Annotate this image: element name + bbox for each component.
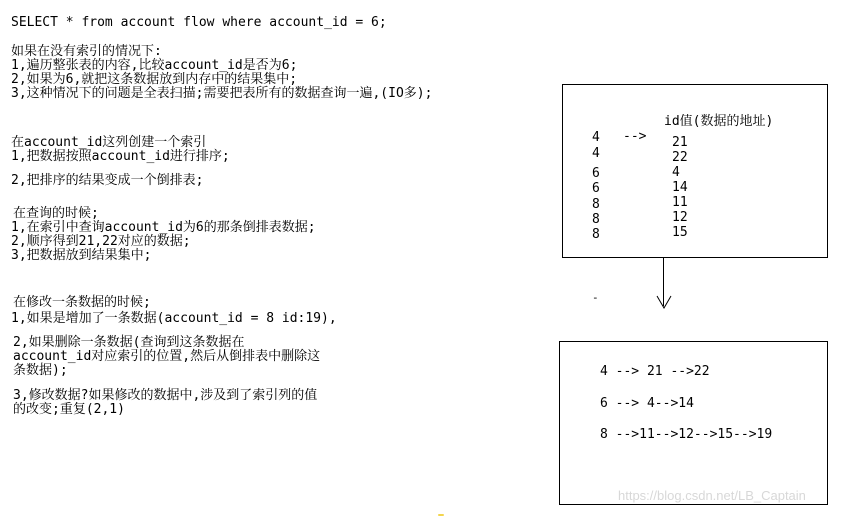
sorted-row-key: 8: [592, 212, 600, 227]
create-index-line-1: 1,把数据按照account_id进行排序;: [11, 149, 230, 164]
sorted-row-id: 12: [672, 210, 688, 225]
sorted-row-id: 21: [672, 135, 688, 150]
inverted-row: 4 --> 21 -->22: [600, 364, 710, 379]
create-index-line-2: 2,把排序的结果变成一个倒排表;: [11, 173, 204, 188]
modify-item-2-line-1: 2,如果删除一条数据(查询到这条数据在: [13, 335, 245, 350]
modify-item-1: 1,如果是增加了一条数据(account_id = 8 id:19),: [11, 311, 337, 326]
sorted-row-key: 6: [592, 181, 600, 196]
watermark: https://blog.csdn.net/LB_Captain: [618, 488, 806, 503]
query-line-2: 2,顺序得到21,22对应的数据;: [11, 234, 191, 249]
sorted-box-header: id值(数据的地址): [664, 114, 774, 129]
dash-mark: -: [592, 291, 599, 304]
no-index-heading: 如果在没有索引的情况下:: [11, 44, 162, 59]
modify-item-2-line-3: 条数据);: [13, 363, 68, 378]
inverted-index-box: [559, 341, 828, 505]
query-heading: 在查询的时候;: [13, 206, 99, 221]
no-index-line-3: 3,这种情况下的问题是全表扫描;需要把表所有的数据查询一遍,(IO多);: [11, 86, 433, 101]
sorted-row-key: 4: [592, 146, 600, 161]
no-index-line-2: 2,如果为6,就把这条数据放到内存中的结果集中;: [11, 72, 298, 87]
modify-item-3-line-2: 的改变;重复(2,1): [13, 402, 125, 417]
down-arrow-icon: [656, 294, 672, 310]
sorted-row-id: 14: [672, 180, 688, 195]
sorted-row-key: 8: [592, 227, 600, 242]
query-line-3: 3,把数据放到结果集中;: [11, 248, 152, 263]
modify-item-2-line-2: account_id对应索引的位置,然后从倒排表中删除这: [13, 349, 321, 364]
sorted-box-arrow: -->: [623, 129, 647, 144]
sorted-row-key: 4: [592, 130, 600, 145]
sorted-row-id: 22: [672, 150, 688, 165]
modify-heading: 在修改一条数据的时候;: [13, 295, 151, 310]
sorted-index-box: [562, 84, 828, 258]
sorted-row-id: 15: [672, 225, 688, 240]
create-index-heading: 在account_id这列创建一个索引: [11, 135, 207, 150]
no-index-line-1: 1,遍历整张表的内容,比较account_id是否为6;: [11, 58, 298, 73]
cursor-mark: [438, 514, 444, 516]
query-line-1: 1,在索引中查询account_id为6的那条倒排表数据;: [11, 220, 316, 235]
sorted-row-key: 8: [592, 197, 600, 212]
sql-statement: SELECT * from account flow where account_id = 6;: [11, 15, 387, 30]
sorted-row-id: 11: [672, 195, 688, 210]
modify-item-3-line-1: 3,修改数据?如果修改的数据中,涉及到了索引列的值: [13, 388, 318, 403]
sorted-row-key: 6: [592, 166, 600, 181]
inverted-row: 8 -->11-->12-->15-->19: [600, 427, 773, 442]
sorted-row-id: 4: [672, 165, 680, 180]
inverted-row: 6 --> 4-->14: [600, 396, 694, 411]
